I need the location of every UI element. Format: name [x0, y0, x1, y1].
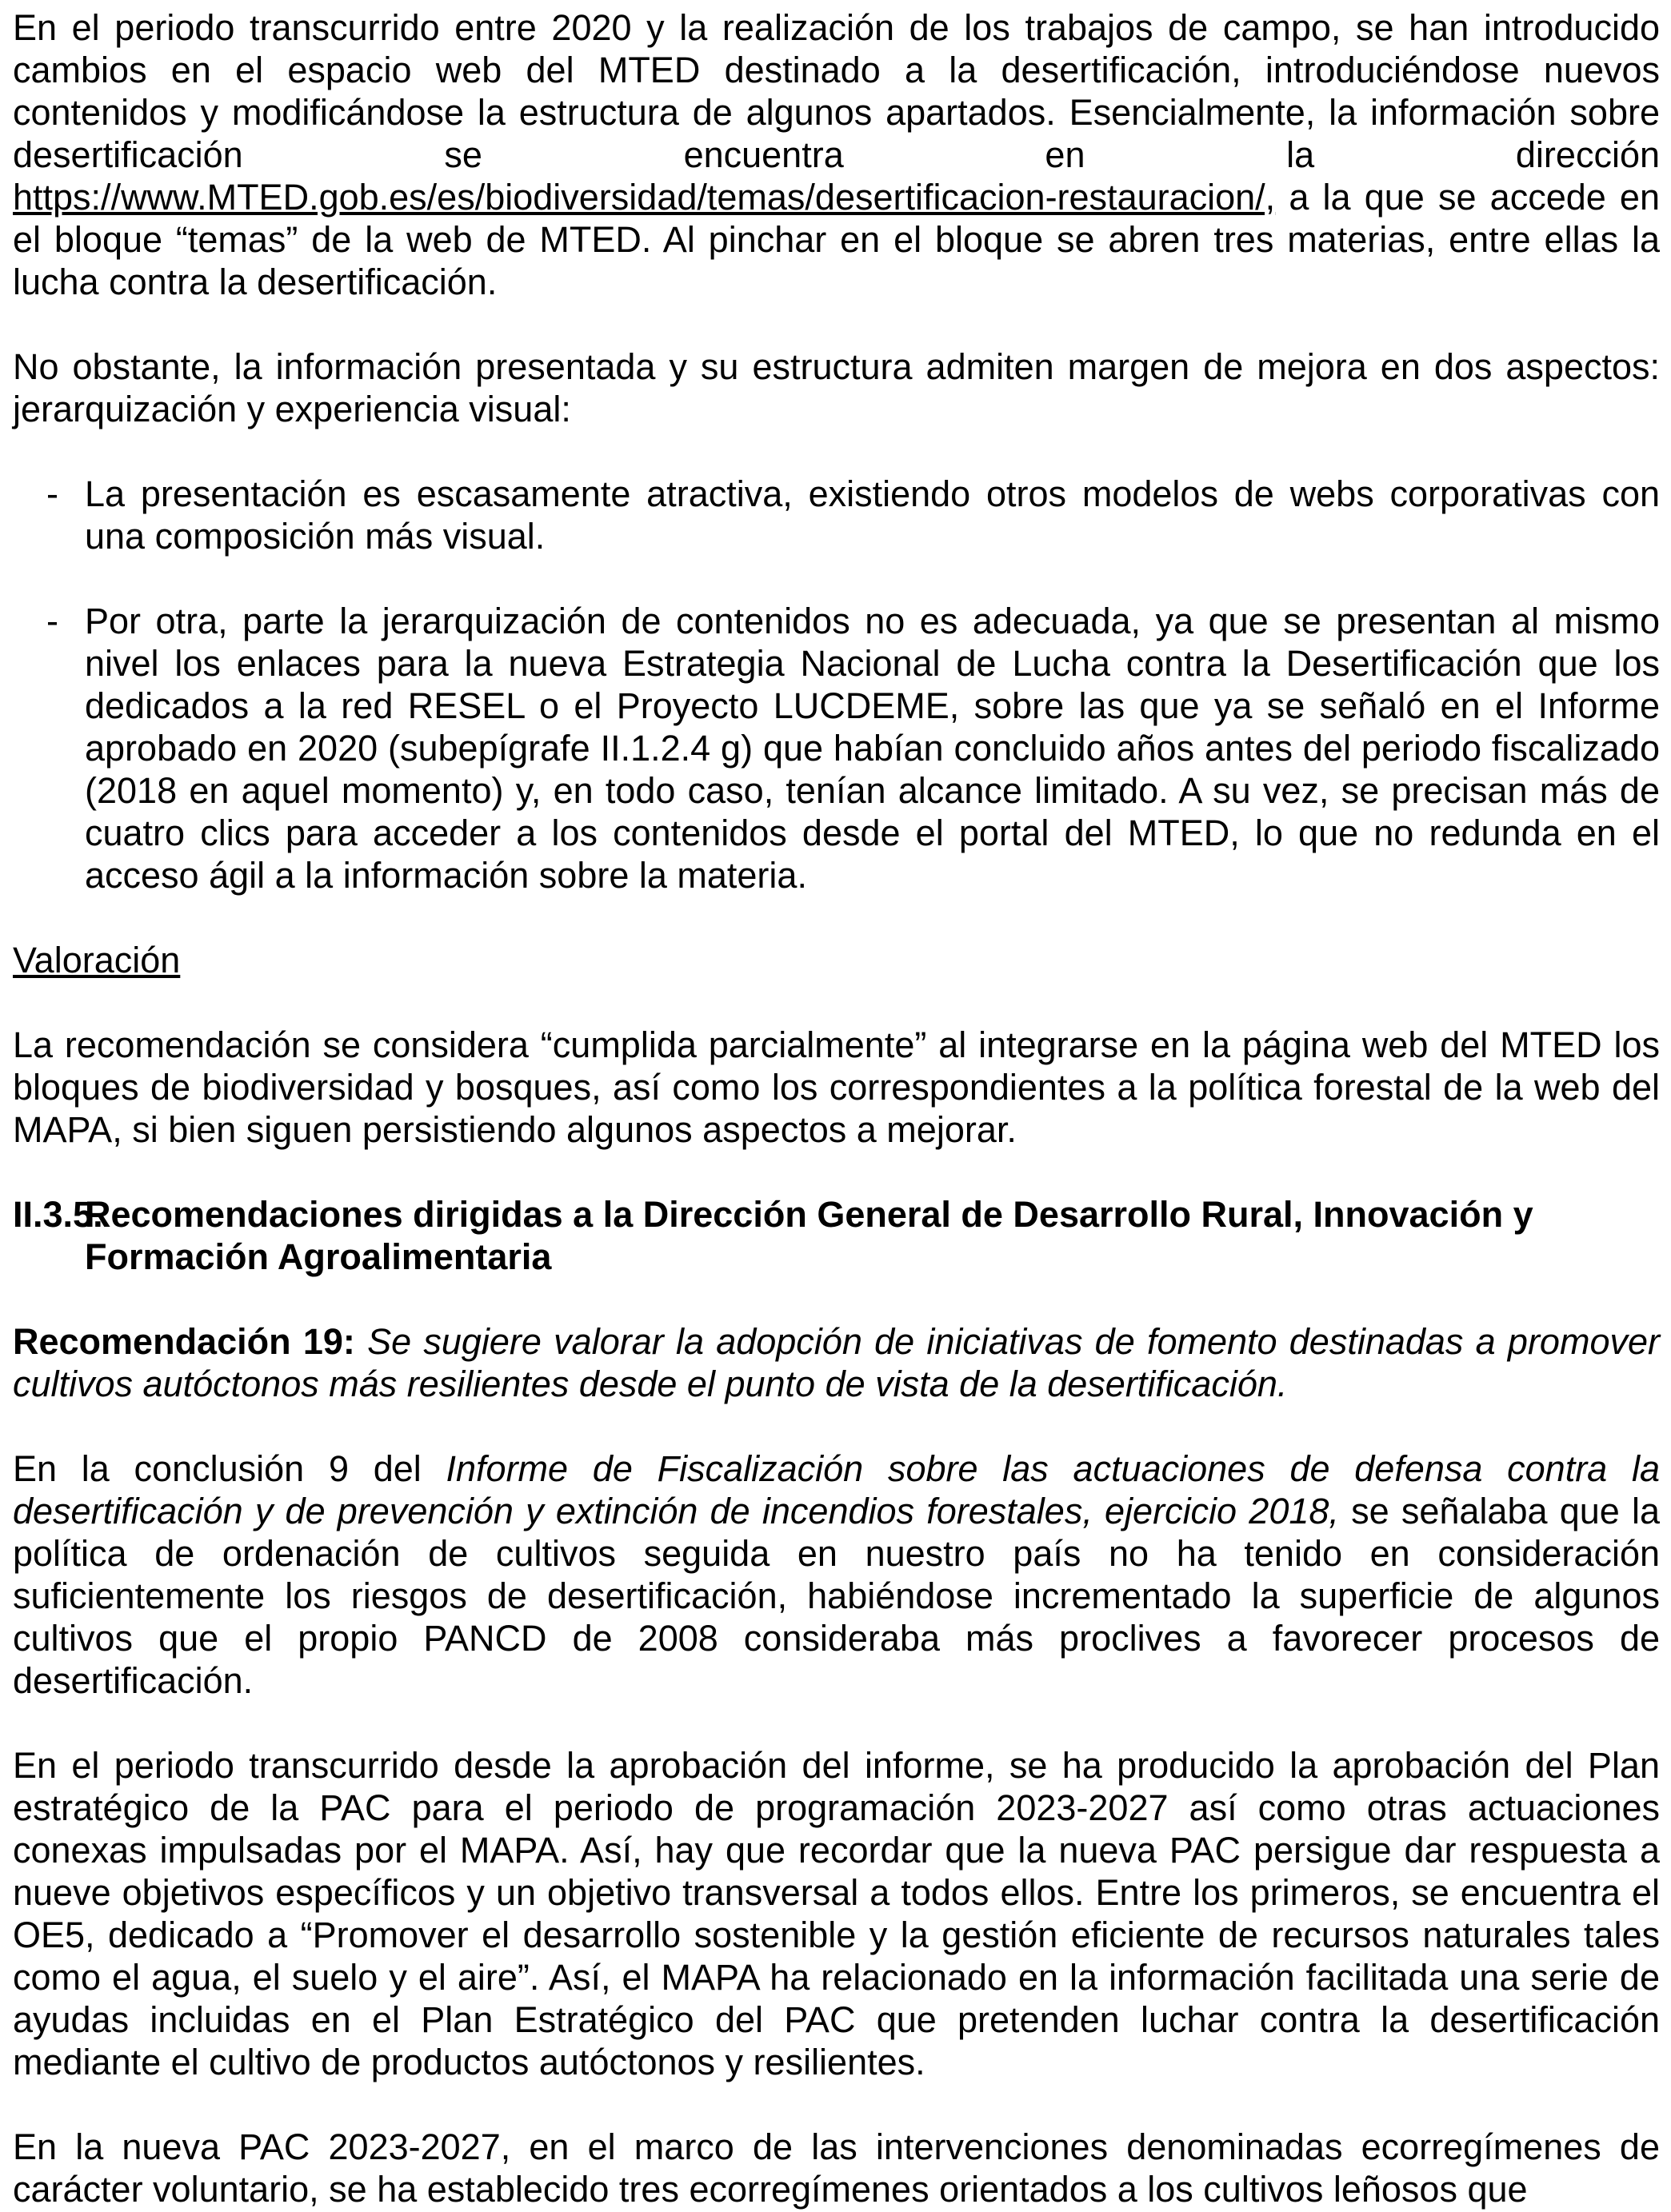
text-run: a la que se accede en el bloque “temas” de la web de MTED. Al pinchar en el bloque se abren tres materias, entre ellas la lucha contra la desertificación. [13, 177, 1660, 302]
section-number: II.3.5. [13, 1194, 103, 1235]
text-run: En la conclusión 9 del [13, 1448, 446, 1489]
text-run: Recomendaciones dirigidas a la Dirección General de Desarrollo Rural, Innovación y Formación Agroalimentaria [85, 1194, 1533, 1277]
bullet-jerarquizacion [13, 600, 1660, 896]
text-run: Informe de Fiscalización sobre las actuaciones de defensa contra la desertificación y de prevención y extinción de incendios forestales, ejercicio 2018, [13, 1448, 1660, 1531]
bullet-marker: - [46, 473, 58, 514]
paragraph-recomendacion-19 [13, 1320, 1660, 1405]
text-run: Recomendación 19: [13, 1321, 355, 1362]
text-run: Se sugiere valorar la adopción de iniciativas de fomento destinadas a promover cultivos autóctonos más resilientes desde el punto de vista de la desertificación. [13, 1321, 1660, 1404]
hyperlink-mted-desertificacion[interactable]: https://www.MTED.gob.es/es/biodiversidad/temas/desertificacion-restauracion/, [13, 177, 1276, 218]
section-heading-ii-3-5 [13, 1193, 1660, 1278]
bullet-presentacion [13, 473, 1660, 557]
text-run: La presentación es escasamente atractiva, existiendo otros modelos de webs corporativas con una composición más visual. [85, 473, 1660, 557]
paragraph-conclusion-9 [13, 1447, 1660, 1702]
text-run: se señalaba que la política de ordenación de cultivos seguida en nuestro país no ha tenido en consideración suficientemente los riesgos de desertificación, habiéndose incrementado la superficie de algunos cultivos que el propio PANCD de 2008 consideraba más proclives a favorecer procesos de desertificación. [13, 1491, 1660, 1701]
bullet-marker: - [46, 601, 58, 641]
paragraph-valoracion-texto [13, 1024, 1660, 1151]
text-run: En la nueva PAC 2023-2027, en el marco de las intervenciones denominadas ecorregímenes de carácter voluntario, se ha establecido tres ecorregímenes orientados a los cultivos leñosos que [13, 2126, 1660, 2210]
paragraph-web-mted [13, 6, 1660, 303]
paragraph-margen-mejora [13, 345, 1660, 430]
heading-valoracion [13, 939, 1660, 981]
text-run: La recomendación se considera “cumplida parcialmente” al integrarse en la página web del MTED los bloques de biodiversidad y bosques, así como los correspondientes a la política forestal de la web del MAPA, si bien siguen persistiendo algunos aspectos a mejorar. [13, 1024, 1660, 1150]
text-run: Valoración [13, 940, 181, 980]
paragraph-ecorregimenes [13, 2126, 1660, 2210]
text-run: En el periodo transcurrido desde la aprobación del informe, se ha producido la aprobación del Plan estratégico de la PAC para el periodo de programación 2023-2027 así como otras actuaciones conexas impulsadas por el MAPA. Así, hay que recordar que la nueva PAC persigue dar respuesta a nueve objetivos específicos y un objetivo transversal a todos ellos. Entre los primeros, se encuentra el OE5, dedicado a “Promover el desarrollo sostenible y la gestión eficiente de recursos naturales tales como el agua, el suelo y el aire”. Así, el MAPA ha relacionado en la información facilitada una serie de ayudas incluidas en el Plan Estratégico del PAC que pretenden luchar contra la desertificación mediante el cultivo de productos autóctonos y resilientes. [13, 1745, 1660, 2082]
paragraph-plan-estrategico-pac [13, 1744, 1660, 2083]
text-run: No obstante, la información presentada y su estructura admiten margen de mejora en dos aspectos: jerarquización y experiencia visual: [13, 346, 1660, 429]
text-run: En el periodo transcurrido entre 2020 y la realización de los trabajos de campo, se han introducido cambios en el espacio web del MTED destinado a la desertificación, introduciéndose nuevos contenidos y modificándose la estructura de algunos apartados. Esencialmente, la información sobre desertificación se encuentra en la dirección [13, 7, 1660, 175]
text-run: Por otra, parte la jerarquización de contenidos no es adecuada, ya que se presentan al mismo nivel los enlaces para la nueva Estrategia Nacional de Lucha contra la Desertificación que los dedicados a la red RESEL o el Proyecto LUCDEME, sobre las que ya se señaló en el Informe aprobado en 2020 (subepígrafe II.1.2.4 g) que habían concluido años antes del periodo fiscalizado (2018 en aquel momento) y, en todo caso, tenían alcance limitado. A su vez, se precisan más de cuatro clics para acceder a los contenidos desde el portal del MTED, lo que no redunda en el acceso ágil a la información sobre la materia. [85, 601, 1660, 896]
